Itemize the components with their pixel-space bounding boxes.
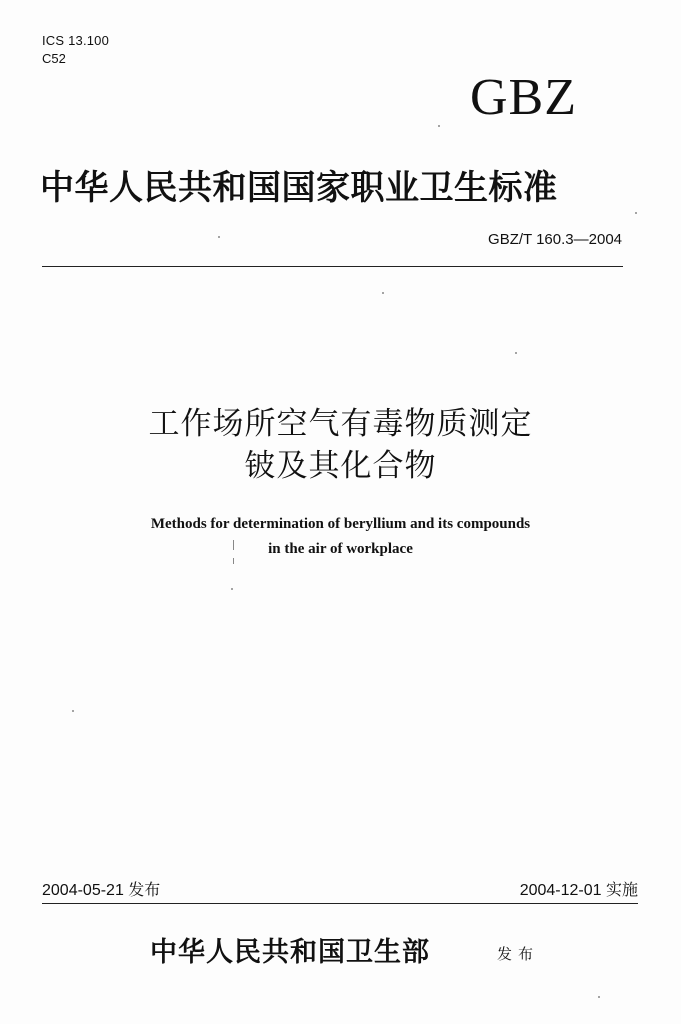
publisher-name: 中华人民共和国卫生部 bbox=[150, 937, 430, 968]
scan-speck bbox=[218, 236, 220, 238]
gbz-mark: GBZ bbox=[470, 69, 577, 126]
bottom-divider bbox=[42, 903, 638, 904]
english-title-line-2: in the air of workplace bbox=[268, 541, 413, 557]
scan-speck bbox=[598, 996, 600, 998]
scan-speck bbox=[231, 588, 233, 590]
scan-speck bbox=[72, 710, 74, 712]
chinese-title-line-2: 铍及其化合物 bbox=[244, 448, 437, 484]
chinese-title-line-1: 工作场所空气有毒物质测定 bbox=[148, 406, 533, 442]
scan-speck bbox=[382, 292, 384, 294]
scan-speck bbox=[515, 352, 517, 354]
implementation-date: 2004-12-01 实施 bbox=[519, 882, 638, 899]
top-divider bbox=[42, 266, 623, 267]
scan-speck bbox=[438, 125, 440, 127]
issue-date: 2004-05-21 发布 bbox=[42, 882, 161, 899]
ics-code: ICS 13.100 bbox=[42, 33, 110, 48]
publish-label: 发布 bbox=[497, 945, 540, 963]
standard-code: GBZ/T 160.3—2004 bbox=[488, 231, 622, 248]
category-code: C52 bbox=[42, 51, 66, 66]
scan-speck bbox=[233, 540, 234, 550]
english-title-line-1: Methods for determination of beryllium and its compounds bbox=[150, 516, 531, 532]
scan-speck bbox=[233, 558, 234, 564]
national-standard-title: 中华人民共和国国家职业卫生标准 bbox=[40, 168, 558, 208]
scan-speck bbox=[635, 212, 637, 214]
